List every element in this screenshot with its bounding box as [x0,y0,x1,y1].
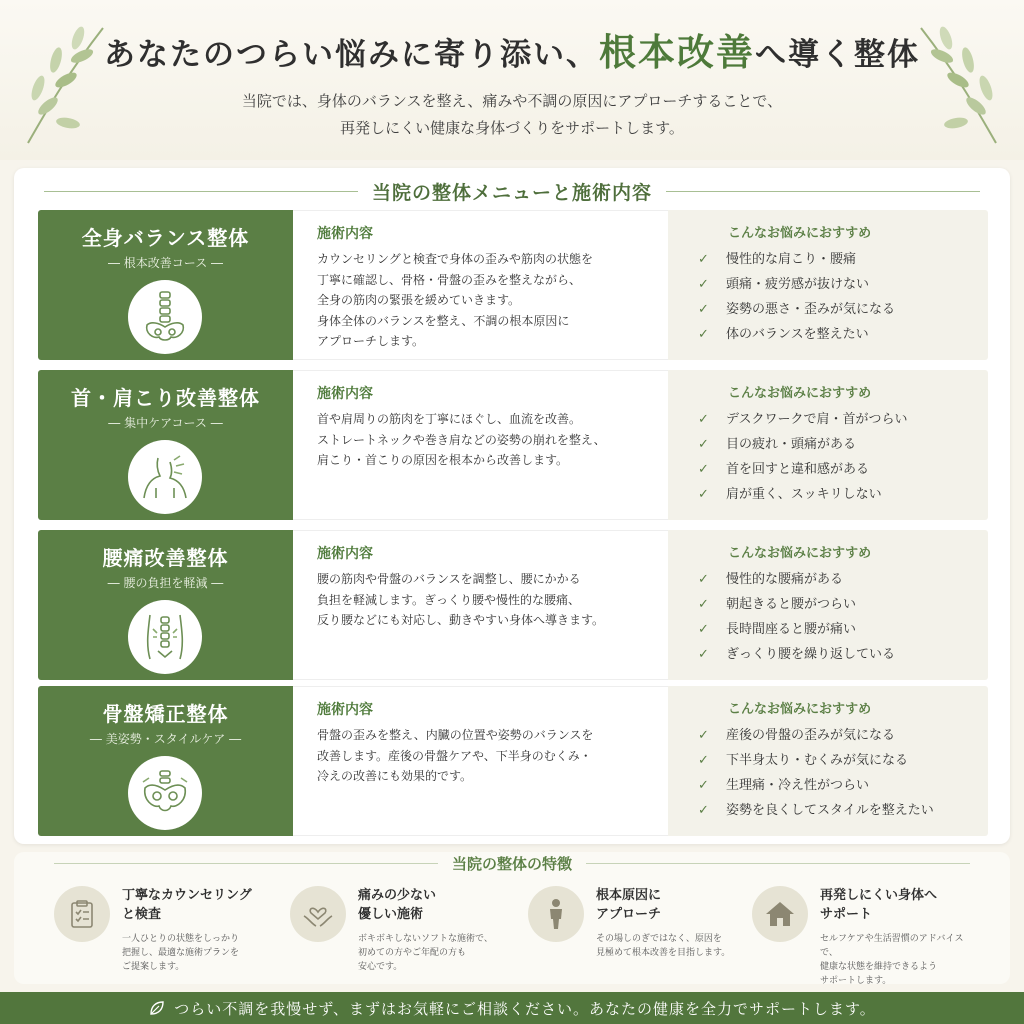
recommend-list [698,247,988,347]
person-icon [528,886,584,942]
hands-heart-icon [290,886,346,942]
check-icon: ✓ [698,327,709,342]
check-icon: ✓ [698,302,709,317]
features-section [14,852,1010,984]
detail-line: 反り腰などにも対応し、動きやすい身体へ導きます。 [317,613,605,627]
detail-line: 冷えの改善にも効果的です。 [317,769,473,783]
divider [44,191,358,192]
detail-line: 首や肩周りの筋肉を丁寧にほぐし、血流を改善。 [317,412,582,426]
detail-line: 肩こり・首こりの原因を根本から改善します。 [317,453,569,467]
detail-line: 改善します。産後の骨盤ケアや、下半身のむくみ・ [317,748,592,763]
detail-title: 施術内容 [317,226,373,242]
recommend-item [698,723,988,748]
recommend-item [698,322,988,347]
check-icon: ✓ [698,487,709,502]
recommend-item [698,567,988,592]
features-heading [14,852,1010,874]
check-icon: ✓ [698,597,709,612]
recommend-text: 体のバランスを整えたい [726,327,869,342]
pelvis-icon [128,756,202,830]
footer-bar [0,992,1024,1024]
menu-name-panel [38,686,293,836]
check-icon: ✓ [698,437,709,452]
divider [54,863,438,864]
recommend-item [698,748,988,773]
detail-line: 負担を軽減します。ぎっくり腰や慢性的な腰痛、 [317,592,581,607]
recommend-text: 肩が重く、スッキリしない [726,487,882,502]
check-icon: ✓ [698,572,709,587]
spine-pelvis-icon [128,280,202,354]
menu-name-panel [38,370,293,520]
menu-section [14,168,1010,844]
lower-back-icon [128,600,202,674]
check-icon: ✓ [698,753,709,768]
check-icon: ✓ [698,778,709,793]
recommend-item [698,798,988,823]
detail-text [317,725,644,787]
intro-line: 当院では、身体のバランスを整え、痛みや不調の原因にアプローチすることで、 [241,92,783,110]
menu-name: 全身バランス整体 [81,226,250,250]
check-icon: ✓ [698,647,709,662]
feature-item [28,886,273,978]
menu-row [38,370,988,520]
menu-name-panel [38,530,293,680]
detail-text [317,569,644,631]
menu-heading-text: 当院の整体メニューと施術内容 [372,181,653,204]
menu-subtitle: ― 美姿勢・スタイルケア ― [89,732,242,746]
recommend-item [698,297,988,322]
detail-title: 施術内容 [317,546,373,562]
menu-row [38,210,988,360]
recommend-item [698,432,988,457]
recommend-item [698,457,988,482]
recommend-text: 下半身太り・むくみが気になる [726,753,909,768]
check-icon: ✓ [698,728,709,743]
menu-name: 首・肩こり改善整体 [71,386,260,410]
feature-title: 丁寧なカウンセリング と検査 [122,888,252,922]
recommend-text: 産後の骨盤の歪みが気になる [726,728,896,743]
recommend-text: 朝起きると腰がつらい [726,597,857,612]
menu-recommend-panel [668,686,988,836]
recommend-list [698,567,988,667]
footer-text: つらい不調を我慢せず、まずはお気軽にご相談ください。あなたの健康を全力でサポートします。 [174,999,876,1018]
menu-detail-panel [293,686,668,836]
recommend-text: 姿勢の悪さ・歪みが気になる [726,302,896,317]
menu-detail-panel [293,370,668,520]
recommend-item [698,407,988,432]
menu-subtitle: ― 腰の負担を軽減 ― [107,576,224,590]
recommend-title: こんなお悩みにおすすめ [728,702,872,717]
recommend-title: こんなお悩みにおすすめ [728,226,872,241]
menu-detail-panel [293,210,668,360]
menu-recommend-panel [668,370,988,520]
title-pre: あなたのつらい悩みに寄り添い、 [104,37,599,73]
recommend-item [698,617,988,642]
title-post: へ導く整体 [755,37,920,73]
recommend-text: 首を回すと違和感がある [726,462,870,477]
recommend-title: こんなお悩みにおすすめ [728,386,872,401]
page-title [0,22,1024,76]
feature-title: 根本原因に アプローチ [596,888,662,922]
check-icon: ✓ [698,277,709,292]
neck-shoulder-icon [128,440,202,514]
recommend-title: こんなお悩みにおすすめ [728,546,872,561]
recommend-item [698,482,988,507]
recommend-text: 姿勢を良くしてスタイルを整えたい [726,803,934,818]
detail-line: ストレートネックや巻き肩などの姿勢の崩れを整え、 [317,432,606,447]
recommend-text: 長時間座ると腰が痛い [726,622,857,637]
menu-name: 骨盤矯正整体 [102,702,229,726]
menu-subtitle: ― 集中ケアコース ― [108,416,223,430]
menu-row [38,686,988,836]
recommend-list [698,723,988,823]
recommend-text: 目の疲れ・頭痛がある [726,437,857,452]
detail-line: 骨盤の歪みを整え、内臓の位置や姿勢のバランスを [317,728,594,742]
detail-line: 丁寧に確認し、骨格・骨盤の歪みを整えながら、 [317,272,582,287]
recommend-text: 慢性的な肩こり・腰痛 [726,252,857,267]
detail-line: 身体全体のバランスを整え、不調の根本原因に [317,313,570,328]
menu-recommend-panel [668,530,988,680]
check-icon: ✓ [698,462,709,477]
detail-text [317,249,644,352]
recommend-text: 慢性的な腰痛がある [726,572,844,587]
title-highlight: 根本改善 [599,30,755,74]
divider [586,863,970,864]
recommend-item [698,592,988,617]
intro-text [0,88,1024,142]
feature-desc: 一人ひとりの状態をしっかり 把握し、最適な施術プランを ご提案します。 [122,934,240,972]
menu-heading [14,178,1010,204]
detail-line: 全身の筋肉の緊張を緩めていきます。 [317,293,521,307]
menu-name-panel [38,210,293,360]
clipboard-icon [54,886,110,942]
menu-row [38,530,988,680]
leaf-icon [148,999,166,1017]
menu-detail-panel [293,530,668,680]
header [0,0,1024,160]
check-icon: ✓ [698,252,709,267]
menu-name: 腰痛改善整体 [102,546,229,570]
detail-title: 施術内容 [317,386,373,402]
recommend-item [698,272,988,297]
divider [666,191,980,192]
feature-title: 痛みの少ない 優しい施術 [358,888,437,922]
recommend-item [698,773,988,798]
feature-desc: ボキボキしないソフトな施術で、 初めての方やご年配の方も 安心です。 [358,934,493,972]
recommend-list [698,407,988,507]
recommend-item [698,247,988,272]
feature-title: 再発しにくい身体へ サポート [820,888,938,922]
check-icon: ✓ [698,803,709,818]
detail-title: 施術内容 [317,702,373,718]
feature-item [726,886,971,986]
feature-desc: その場しのぎではなく、原因を 見極めて根本改善を目指します。 [596,934,731,958]
intro-line: 再発しにくい健康な身体づくりをサポートします。 [340,119,684,137]
feature-desc: セルフケアや生活習慣のアドバイスで、 健康な状態を維持できるよう サポートします。 [820,934,964,986]
recommend-text: 生理痛・冷え性がつらい [726,778,870,793]
recommend-item [698,642,988,667]
recommend-text: 頭痛・疲労感が抜けない [726,277,870,292]
recommend-text: ぎっくり腰を繰り返している [726,647,896,662]
menu-subtitle: ― 根本改善コース ― [107,256,224,270]
feature-item [502,886,747,978]
menu-recommend-panel [668,210,988,360]
features-heading-text: 当院の整体の特徴 [452,854,573,873]
detail-line: 腰の筋肉や骨盤のバランスを調整し、腰にかかる [317,572,581,586]
detail-line: カウンセリングと検査で身体の歪みや筋肉の状態を [317,252,594,266]
detail-text [317,409,644,471]
feature-item [264,886,509,978]
detail-line: アプローチします。 [317,334,425,348]
house-icon [752,886,808,942]
check-icon: ✓ [698,412,709,427]
check-icon: ✓ [698,622,709,637]
recommend-text: デスクワークで肩・首がつらい [726,412,908,427]
